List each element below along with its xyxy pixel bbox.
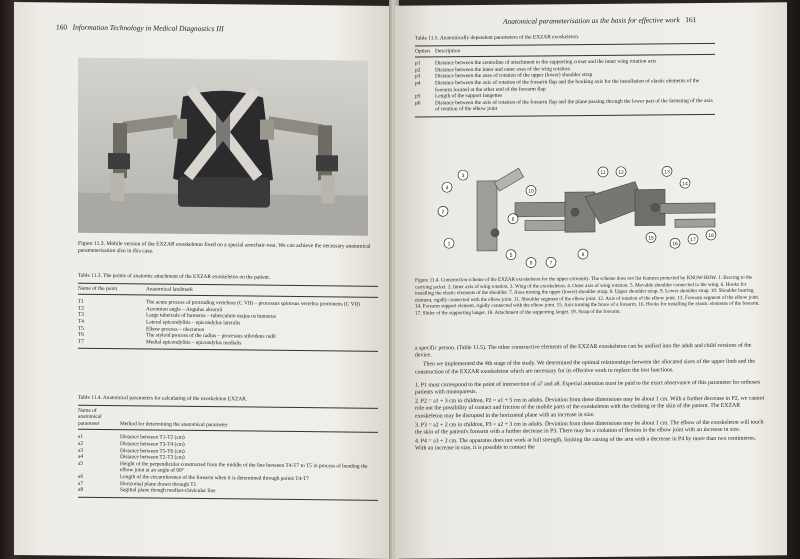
list-item: 3. P3 = a2 + 2 cm in children, P3 = a2 + 3 cm in adults. Deviation from these dimensions may be about 1 cm. The elbow of the exoskeleton will touch the skin of the patient's forearm with a further decrease in P3. There may be a violation of flexion in the elbow joint with an increase in size. [415,419,764,436]
table-11-4-title: Table 11.4. Anatomical parameters for calculating of the exoskeleton EXZAR. [78,394,248,403]
table-cell: a5 [78,460,84,467]
table-cell: Medial epicondylitis – epicondylus medialis [146,339,242,347]
table-cell: Distance between the centreline of attachment to the supporting corset and the inner wing rotation axis [435,58,657,67]
table-header-cell: Description [435,47,461,54]
table-cell: p3 [415,73,421,80]
left-running-head [56,22,224,33]
requirements-list [415,379,765,453]
table-header-cell: Anatomical landmark [146,285,193,293]
table-cell: Distance between the axis of rotation of the forearm flap and the plane passing through the lower part of the fastening of the axis of rotation of the elbow joint [435,97,713,113]
left-page-number: 160 [56,22,68,32]
paragraph: a specific person. (Table 11.5). The other constructive elements of the EXZAR exoskeleton can be unified into the adult and child versions of the device. [415,342,752,359]
table-cell: a7 [78,480,84,487]
diagram-callout [578,249,588,259]
table-cell: Acromion angle – Angulus akromii [146,306,223,313]
table-cell: Height of the perpendicular constructed from the middle of the line between T4-T7 to T5 in process of bending the elbow joint at an angle of 90° [120,460,368,475]
table-rule [78,496,378,500]
table-cell: Length of the support langettes [435,92,503,100]
table-cell: Distance between the axes of rotation of the upper (lower) shoulder strap [435,72,593,80]
diagram-callout-label: 8 [581,252,585,259]
table-header-cell: Name of the point [78,285,118,292]
table-cell: a6 [78,473,84,480]
table-header-cell: Method for determining the anatomical parameter [120,420,228,429]
table-cell: T1 [78,298,84,305]
diagram-callout-label: 4 [445,185,449,192]
diagram-callout-label: 15 [648,235,654,242]
exoskeleton-construction-diagram [435,161,725,272]
diagram-callout-label: 12 [618,169,624,176]
diagram-callout [662,166,672,176]
table-11-3-title: Table 11.3. The points of anatomic attachment of the EXZAR exoskeleton on the patient. [78,272,271,281]
table-11-4 [78,395,378,501]
table-cell: Elbow process – olecranon [146,325,205,333]
table-rule [78,348,378,352]
right-page-number: 161 [685,15,697,25]
table-row [415,98,715,114]
table-header-cell: Name of anatomical parameter [78,407,102,427]
table-cell: Distance between T3-T4 (cm) [120,441,185,448]
diagram-callout [680,178,690,188]
diagram-callout [438,206,448,216]
diagram-callout-label: 1 [447,241,451,248]
left-page [14,2,392,559]
table-cell: p5 [415,93,421,100]
diagram-callout [444,238,454,248]
diagram-callout [458,170,468,180]
diagram-callout-label: 9 [529,260,533,267]
table-cell: T5 [78,325,84,332]
table-cell: a4 [78,453,84,460]
table-cell: The acute process of protruding vertebrae (C VII) – processus spinosus vertebra prominens (C VII) [146,299,360,308]
table-cell: Distance between T2-T3 (cm) [120,454,185,461]
paragraph: Then we implemented the 4th stage of the study. We determined the optimal relationships between the allocated sizes of the upper limb and the construction of the EXZAR exoskeleton which are necessary for its effective work to replace the lost functions. [415,358,755,376]
table-cell: T6 [78,331,84,338]
diagram-callout [546,257,556,267]
table-cell: Length of the circumference of the forearm when it is determined through points T4-T7 [120,474,309,483]
table-cell: T3 [78,312,84,319]
table-cell: a2 [78,440,84,447]
diagram-callout [526,257,536,267]
diagram-callout-label: 10 [528,188,534,195]
table-11-3 [78,273,378,352]
figure-11-3-caption: Figure 11.3. Mobile version of the EXZAR exoskeleton fixed on a special armchair-vest. We can achieve the necessary anatomical parameterisation also in this case. [78,240,371,255]
right-running-head [503,15,696,26]
right-page [395,2,787,558]
diagram-callout [616,167,626,177]
diagram-callout-label: 17 [690,237,696,244]
diagram-callout-label: 13 [664,169,670,176]
table-cell: a8 [78,486,84,493]
left-running-head-text: Information Technology in Medical Diagnostics III [72,22,224,34]
table-cell: Lateral epicondylitis – epicondylus lateralis [146,319,241,327]
diagram-callout [526,185,536,195]
table-11-5-title: Table 11.5. Anatomically dependent parameters of the EXZAR exoskeleton. [415,34,580,42]
table-cell: Sagittal plane though median-clavicular line [120,487,216,495]
table-rule [415,114,715,118]
table-cell: p1 [415,60,421,67]
diagram-callout [508,214,518,224]
diagram-callout [688,234,698,244]
diagram-callout-label: 18 [708,232,714,239]
diagram-callout-label: 7 [549,260,553,267]
diagram-callout-label: 11 [600,169,606,176]
table-cell: The styloid process of the radius – processus stiloideus radii [146,332,276,340]
table-header-cell: Option [415,47,430,55]
table-cell: Distance between T1-T2 (cm) [120,434,185,442]
table-cell: Distance between the axis of rotation of the forearm flap and the hooking axis for the installation of elastic elements of the forearm located at the other end of the forearm flap [435,78,700,93]
diagram-callout [646,232,656,242]
figure-11-4-caption: Figure 11.4. Construction scheme of the EXZAR exoskeleton for the upper extremity. The scheme does not list features protected by KNOW-HOW. 1. Bracing to the carrying jacket. 2. Inner axis of wing rotation. 3. Wing of the exoskeleton. 4. Outer axis of wing rotation. 5. Movable shoulder connected to the wing. 6. Hooks for installing the elastic elements of the shoulder. 7. Axes turning the upper (lower) shoulder strap. 8. Upper shoulder strap. 9. Lower shoulder strap. 10. Shoulder bearing element, rigidly connected with the elbow joint. 11. Shoulder segment of the elbow joint. 12. Axis of rotation of the elbow joint. 13. Forearm segment of the elbow joint. 14. Forearm support element, rigidly connected with the elbow joint. 15. Axis turning the brace of a forearm. 16. Hooks for installing the elastic elements of the forearm. 17. Slider of the supporting langet. 18. Attachment of the supporting langet. 19. Strap of the forearm. [415,274,760,317]
table-cell: p2 [415,67,421,74]
diagram-callout [442,182,452,192]
table-cell: Horizontal plane drawn through T1 [120,480,197,488]
exoskeleton-photo [78,58,368,236]
table-cell: T2 [78,305,84,312]
diagram-callout-label: 14 [682,181,688,188]
diagram-callout [506,250,516,260]
table-cell: Distance between the inner and outer axes of the wing rotation [435,65,571,74]
list-item: 1. P1 must correspond to the point of intersection of a7 and a8. Especial attention must be paid to the exact observance of this parameter for orthoses patients with monoparesis. [415,379,761,396]
table-cell: p6 [415,100,421,107]
table-cell: Large tubercule of humerus – tuberculum majus os humerus [146,312,276,321]
diagram-callout-label: 16 [672,241,678,248]
table-cell: T4 [78,318,84,325]
diagram-callout-label: 2 [441,209,445,216]
right-running-head-text: Anatomical parameterisation as the basis for effective work [503,15,680,26]
list-item: 2. P2 = a1 + 3 cm in children, P2 = a1 + 5 cm in adults. Deviation from these dimensions may be about 1 cm. With a further decrease in P2, we cannot rule out the possibility of contact and friction of the mobile parts of the exoskeleton with the clothing or the skin of the patient. The EXZAR exoskeleton may be disrupted in the horizontal plane with an increase in size. [415,395,765,420]
table-cell: p4 [415,80,421,87]
table-cell: Distance between T5-T6 (cm) [120,447,185,455]
table-cell: T7 [78,338,84,345]
table-11-5 [415,33,715,118]
diagram-callout [670,238,680,248]
table-11-4-header [78,405,378,432]
diagram-callout-label: 3 [461,173,465,180]
list-item: 4. P4 = a3 + 2 cm. The apparatus does not work at full strength, limiting the raising of the arm with a decrease in P4 by more than two centimetres. With an increase in size, it is possible to contact the [415,435,756,452]
table-cell: a3 [78,447,84,454]
diagram-callout [706,230,716,240]
exoskeleton-photo-drawing [78,58,368,236]
body-text [415,342,765,455]
table-row [415,78,715,94]
table-cell: a1 [78,434,84,441]
diagram-callout-label: 6 [511,216,515,223]
diagram-callout [598,167,608,177]
diagram-callout-label: 5 [509,252,513,259]
